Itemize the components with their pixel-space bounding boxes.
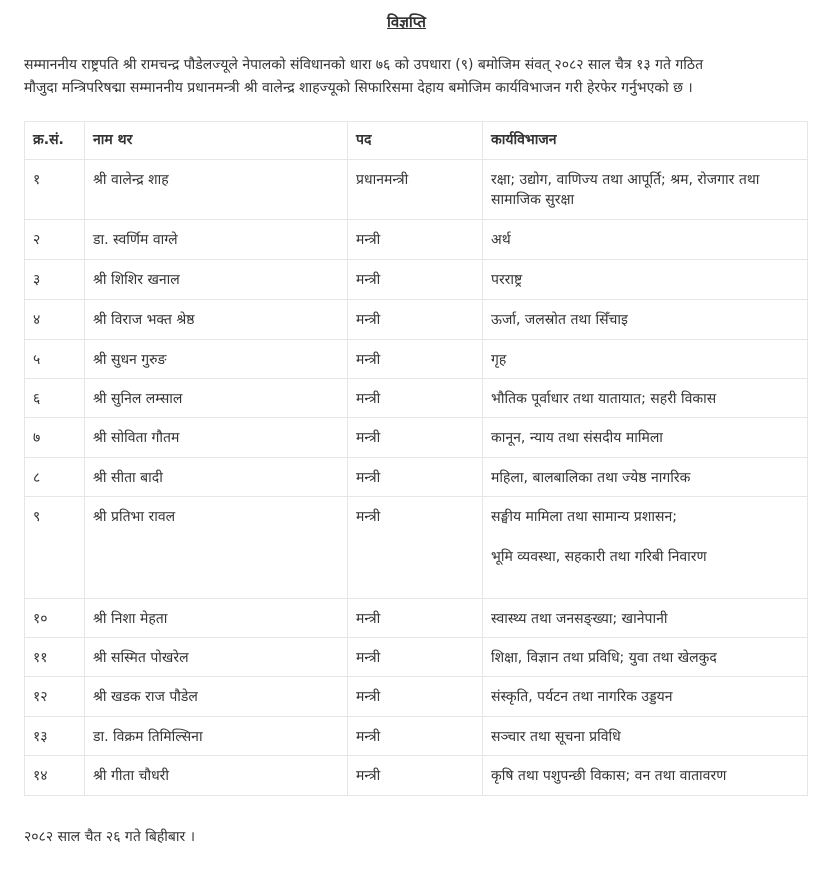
cell-portfolio	[483, 497, 808, 599]
table-row	[25, 340, 808, 379]
cell-post: मन्त्री	[348, 497, 483, 599]
cell-name: श्री सीता बादी	[85, 458, 348, 497]
cell-post: मन्त्री	[348, 260, 483, 300]
footer-date: २०८२ साल चैत २६ गते बिहीबार ।	[24, 829, 196, 845]
cell-serial: १०	[25, 599, 85, 638]
cell-post: मन्त्री	[348, 458, 483, 497]
table-row	[25, 160, 808, 220]
cell-post: मन्त्री	[348, 379, 483, 418]
cell-serial: ३	[25, 260, 85, 300]
header-serial: क्र.सं.	[25, 122, 85, 160]
cell-serial: ११	[25, 638, 85, 677]
cell-name: श्री सस्मित पोखरेल	[85, 638, 348, 677]
cell-portfolio: भौतिक पूर्वाधार तथा यातायात; सहरी विकास	[483, 379, 808, 418]
cell-portfolio: रक्षा; उद्योग, वाणिज्य तथा आपूर्ति; श्रम, रोजगार तथा सामाजिक सुरक्षा	[483, 160, 808, 220]
cell-name: श्री गीता चौधरी	[85, 756, 348, 796]
cell-name: श्री शिशिर खनाल	[85, 260, 348, 300]
cell-post: मन्त्री	[348, 300, 483, 340]
cell-serial: १४	[25, 756, 85, 796]
cell-serial: १२	[25, 677, 85, 717]
cell-name: श्री खडक राज पौडेल	[85, 677, 348, 717]
cell-name: श्री वालेन्द्र शाह	[85, 160, 348, 220]
cell-portfolio: कानून, न्याय तथा संसदीय मामिला	[483, 418, 808, 458]
intro-line-1: सम्माननीय राष्ट्रपति श्री रामचन्द्र पौडेलज्यूले नेपालको संविधानको धारा ७६ को उपधारा (९) बमोजिम संवत् २०८२ साल चैत्र १३ गते गठित	[24, 57, 704, 73]
cell-portfolio: शिक्षा, विज्ञान तथा प्रविधि; युवा तथा खेलकुद	[483, 638, 808, 677]
cell-serial: ५	[25, 340, 85, 379]
table-row	[25, 458, 808, 497]
header-post: पद	[348, 122, 483, 160]
intro-paragraph	[24, 54, 794, 100]
table-row	[25, 497, 808, 599]
cell-serial: ४	[25, 300, 85, 340]
cell-portfolio: परराष्ट्र	[483, 260, 808, 300]
table-row	[25, 638, 808, 677]
table-row	[25, 379, 808, 418]
cabinet-table	[24, 121, 808, 796]
cell-post: मन्त्री	[348, 677, 483, 717]
cell-portfolio: सञ्चार तथा सूचना प्रविधि	[483, 717, 808, 756]
cell-serial: ८	[25, 458, 85, 497]
cell-post: प्रधानमन्त्री	[348, 160, 483, 220]
portfolio-line-1: सङ्घीय मामिला तथा सामान्य प्रशासन;	[491, 509, 677, 525]
cell-post: मन्त्री	[348, 418, 483, 458]
cell-name: श्री सुधन गुरुङ	[85, 340, 348, 379]
notice-title: विज्ञप्ति	[387, 13, 426, 31]
cell-portfolio: गृह	[483, 340, 808, 379]
cell-portfolio: कृषि तथा पशुपन्छी विकास; वन तथा वातावरण	[483, 756, 808, 796]
header-portfolio: कार्यविभाजन	[483, 122, 808, 160]
cell-name: श्री निशा मेहता	[85, 599, 348, 638]
cell-post: मन्त्री	[348, 756, 483, 796]
cell-portfolio: स्वास्थ्य तथा जनसङ्ख्या; खानेपानी	[483, 599, 808, 638]
table-header-row	[25, 122, 808, 160]
cell-name: श्री विराज भक्त श्रेष्ठ	[85, 300, 348, 340]
table-row	[25, 756, 808, 796]
cell-portfolio: संस्कृति, पर्यटन तथा नागरिक उड्डयन	[483, 677, 808, 717]
cell-name: डा. विक्रम तिमिल्सिना	[85, 717, 348, 756]
cell-portfolio: अर्थ	[483, 220, 808, 260]
table-row	[25, 220, 808, 260]
cell-portfolio: ऊर्जा, जलस्रोत तथा सिँचाइ	[483, 300, 808, 340]
cell-post: मन्त्री	[348, 638, 483, 677]
table-row	[25, 599, 808, 638]
cell-name: श्री सुनिल लम्साल	[85, 379, 348, 418]
cell-post: मन्त्री	[348, 220, 483, 260]
cell-name: श्री सोविता गौतम	[85, 418, 348, 458]
header-name: नाम थर	[85, 122, 348, 160]
cell-serial: ६	[25, 379, 85, 418]
table-row	[25, 418, 808, 458]
cell-name: डा. स्वर्णिम वाग्ले	[85, 220, 348, 260]
cell-portfolio: महिला, बालबालिका तथा ज्येष्ठ नागरिक	[483, 458, 808, 497]
intro-line-2: मौजुदा मन्त्रिपरिषद्मा सम्माननीय प्रधानमन्त्री श्री वालेन्द्र शाहज्यूको सिफारिसमा देहाय बमोजिम कार्यविभाजन गरी हेरफेर गर्नुभएको छ ।	[24, 80, 693, 96]
cell-name: श्री प्रतिभा रावल	[85, 497, 348, 599]
table-row	[25, 260, 808, 300]
cell-post: मन्त्री	[348, 340, 483, 379]
table-row	[25, 300, 808, 340]
table-row	[25, 717, 808, 756]
cell-serial: ७	[25, 418, 85, 458]
cell-post: मन्त्री	[348, 599, 483, 638]
portfolio-line-2: भूमि व्यवस्था, सहकारी तथा गरिबी निवारण	[491, 549, 707, 565]
cell-serial: ९	[25, 497, 85, 599]
cell-serial: २	[25, 220, 85, 260]
cell-serial: १३	[25, 717, 85, 756]
cell-post: मन्त्री	[348, 717, 483, 756]
table-row	[25, 677, 808, 717]
cell-serial: १	[25, 160, 85, 220]
